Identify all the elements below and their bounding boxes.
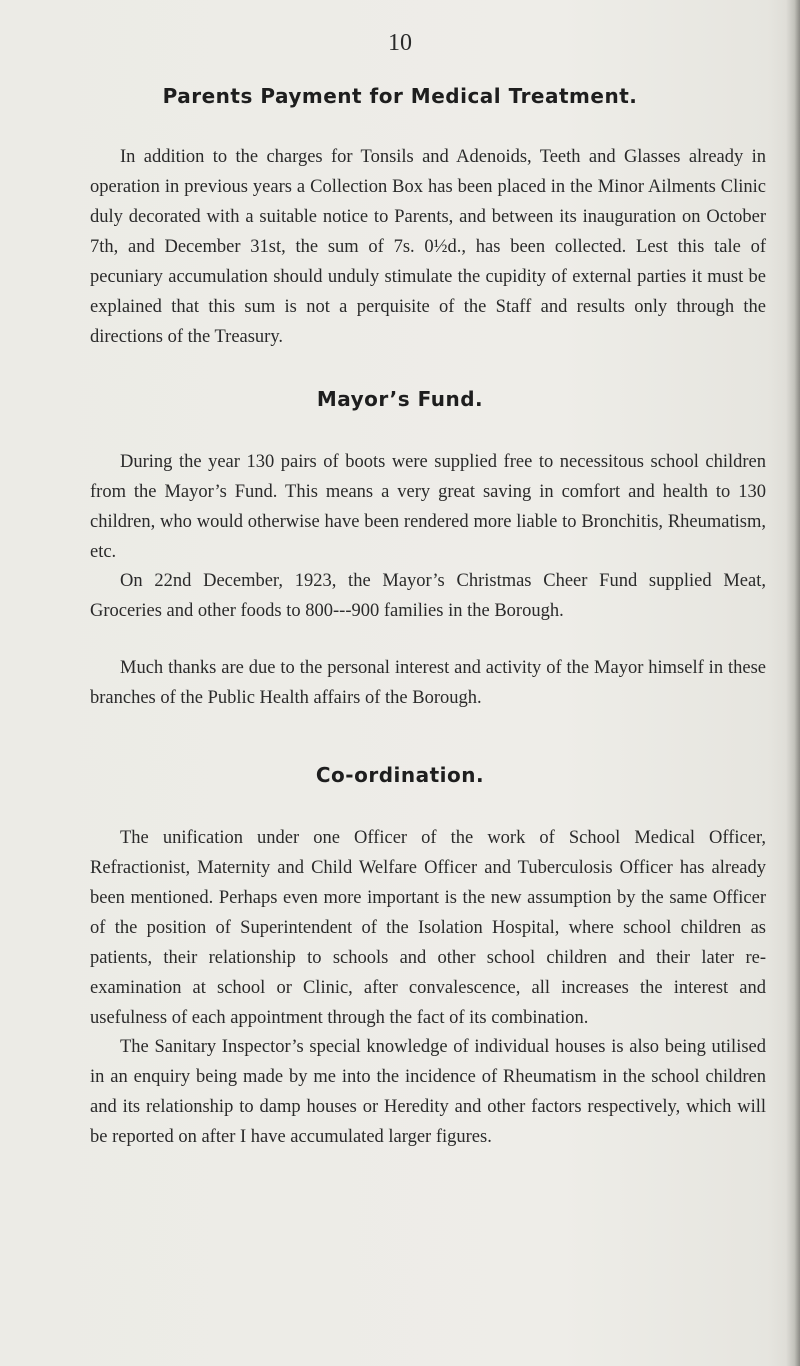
paragraph-sanitary-inspector: The Sanitary Inspector’s special knowledge of individual houses is also being utilised in an enquiry being made by me into the incidence of Rheumatism in the school children and its relationship to damp houses or Heredity and other factors respectively, which will be reported on after I have accumulated larger figures.	[90, 1037, 766, 1147]
paragraph-thanks: Much thanks are due to the personal interest and activity of the Mayor himself in these branches of the Public Health affairs of the Borough.	[90, 658, 766, 708]
page-edge-shadow	[786, 0, 800, 1366]
heading-mayors-fund: Mayor’s Fund.	[316, 387, 484, 411]
paragraph-boots: During the year 130 pairs of boots were supplied free to necessitous school children from the Mayor’s Fund. This means a very great saving in comfort and health to 130 children, who would otherwise have been rendered more liable to Bronchitis, Rheumatism, etc.	[90, 452, 766, 562]
paragraph-parents-payment: In addition to the charges for Tonsils and Adenoids, Teeth and Glasses already in operation in previous years a Collection Box has been placed in the Minor Ailments Clinic duly decorated with a suitable notice to Parents, and between its inauguration on October 7th, and December 31st, the sum of 7s. 0½d., has been collected. Lest this tale of pecuniary accumulation should unduly stimulate the cupidity of external parties it must be explained that this sum is not a perquisite of the Staff and results only through the directions of the Treasury.	[90, 147, 766, 347]
paragraph-unification: The unification under one Officer of the work of School Medical Officer, Refractionist, Maternity and Child Welfare Officer and Tuberculosis Officer has already been mentioned. Perhaps even more important is the new assumption by the same Officer of the position of Superintendent of the Isolation Hospital, where school children as patients, their relationship to schools and other school children and their later re-examination at school or Clinic, after convalescence, all increases the interest and usefulness of each appointment through the fact of its combination.	[90, 828, 766, 1028]
heading-parents-payment: Parents Payment for Medical Treatment.	[162, 84, 638, 108]
paragraph-christmas-cheer: On 22nd December, 1923, the Mayor’s Christmas Cheer Fund supplied Meat, Groceries and other foods to 800---900 families in the Borough.	[90, 571, 766, 621]
page-number: 10	[388, 30, 412, 56]
heading-coordination: Co-ordination.	[315, 763, 485, 787]
